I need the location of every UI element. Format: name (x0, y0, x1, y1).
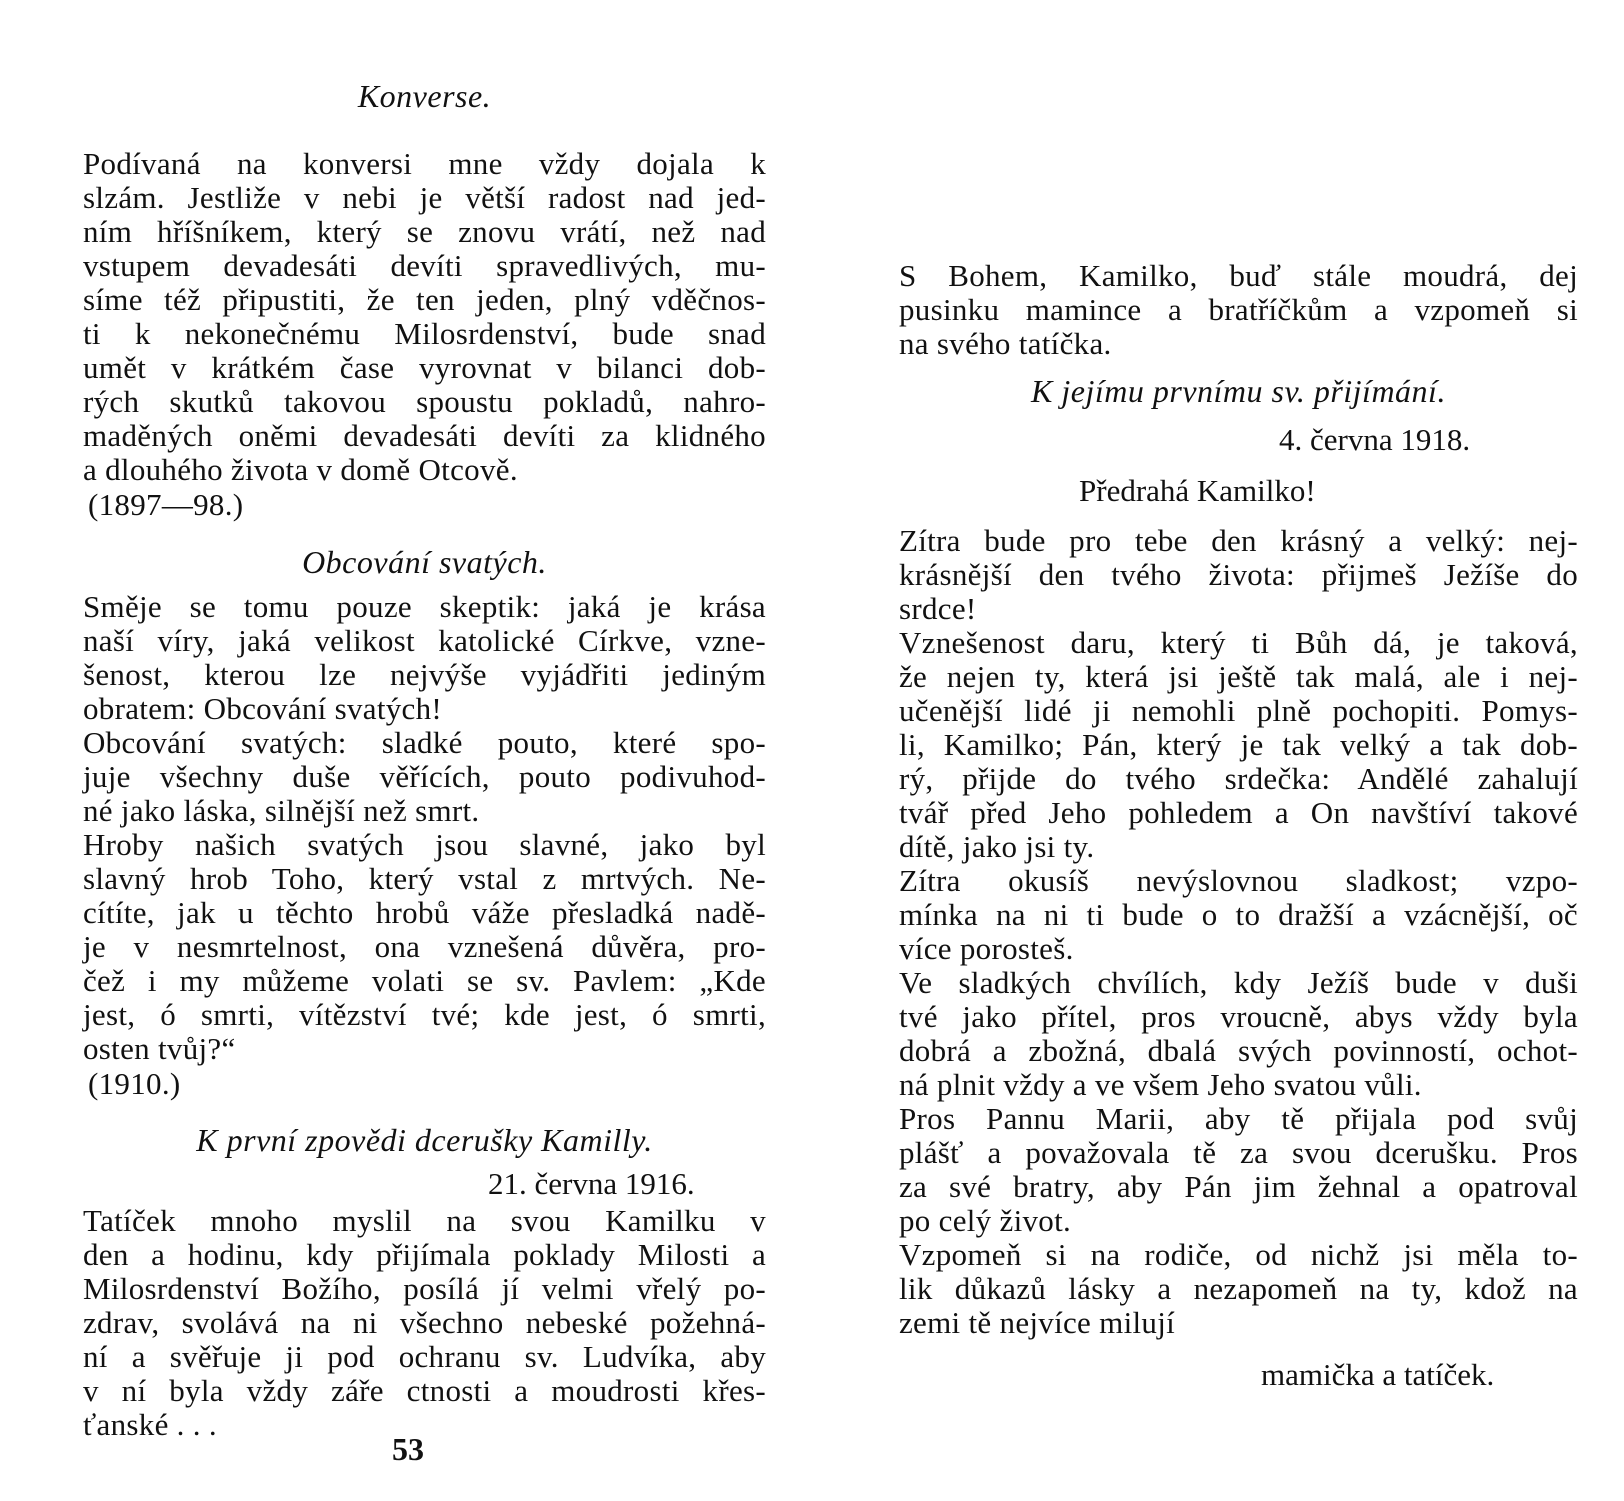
konverse-line: síme též připustiti, že ten jeden, plný vděčnos- (83, 282, 766, 317)
prijimani-line: mínka na ni ti bude o to dražší a vzácnější, oč (899, 897, 1578, 932)
obcovani-line: šenost, kterou lze nejvýše vyjádřiti jediným (83, 657, 766, 692)
prijimani-line: po celý život. (899, 1203, 1072, 1238)
obcovani-line: čež i my můžeme volati se sv. Pavlem: „Kde (83, 963, 766, 998)
section-title-zpoved: K první zpovědi dcerušky Kamilly. (196, 1122, 653, 1158)
obcovani-line: jest, ó smrti, vítězství tvé; kde jest, ó smrti, (83, 997, 766, 1032)
prijimani-line: dobrá a zbožná, dbalá svých povinností, ochot- (899, 1033, 1578, 1068)
prijimani-line: krásnější den tvého života: přijmeš Ježíše do (899, 557, 1578, 592)
konverse-line: umět v krátkém čase vyrovnat v bilanci dob- (83, 350, 766, 385)
prijimani-line: lik důkazů lásky a nezapomeň na ty, kdož na (899, 1271, 1578, 1306)
obcovani-line: je v nesmrtelnost, ona vznešená důvěra, pro- (83, 929, 766, 964)
obcovani-line: naší víry, jaká velikost katolické Církve, vzne- (83, 623, 766, 658)
obcovani-line: Obcování svatých: sladké pouto, které spo- (83, 725, 766, 760)
obcovani-line: cítíte, jak u těchto hrobů váže přesladká nadě- (83, 895, 766, 930)
obcovani-line: Hroby našich svatých jsou slavné, jako byl (83, 827, 766, 862)
obcovani-line: osten tvůj?“ (83, 1031, 236, 1066)
zpoved-line: Milosrdenství Božího, posílá jí velmi vřelý po- (83, 1271, 766, 1306)
prijimani-line: Ve sladkých chvílích, kdy Ježíš bude v duši (899, 965, 1578, 1000)
konverse-line: slzám. Jestliže v nebi je větší radost nad jed- (83, 180, 766, 215)
prijimani-line: rý, přijde do tvého srdečka: Andělé zahalují (899, 761, 1578, 796)
prijimani-line: Pros Pannu Marii, aby tě přijala pod svůj (899, 1101, 1578, 1136)
prijimani-line: tvář před Jeho pohledem a On navštíví takové (899, 795, 1578, 830)
konverse-line: rých skutků takovou spoustu pokladů, nahro- (83, 384, 766, 419)
page-number: 53 (392, 1431, 424, 1467)
obcovani-line: Směje se tomu pouze skeptik: jaká je krása (83, 589, 766, 624)
closing-line: pusinku mamince a bratříčkům a vzpomeň si (899, 292, 1578, 327)
obcovani-line: obratem: Obcování svatých! (83, 691, 443, 726)
prijimani-line: Zítra bude pro tebe den krásný a velký: nej- (899, 523, 1578, 558)
zpoved-line: v ní byla vždy záře ctnosti a moudrosti křes- (83, 1373, 766, 1408)
signature: mamička a tatíček. (1261, 1357, 1495, 1392)
section-title-prijimani: K jejímu prvnímu sv. přijímání. (1031, 373, 1446, 409)
obcovani-year: (1910.) (88, 1066, 181, 1101)
konverse-line: vstupem devadesáti devíti spravedlivých, mu- (83, 248, 766, 283)
prijimani-line: plášť a považovala tě za svou dcerušku. Pros (899, 1135, 1578, 1170)
obcovani-line: juje všechny duše věřících, pouto podivuhod- (83, 759, 766, 794)
prijimani-line: Zítra okusíš nevýslovnou sladkost; vzpo- (899, 863, 1578, 898)
konverse-line: maděných oněmi devadesáti devíti za klidného (83, 418, 766, 453)
prijimani-line: více porosteš. (899, 931, 1074, 966)
zpoved-line: Tatíček mnoho myslil na svou Kamilku v (83, 1203, 766, 1238)
prijimani-line: za své bratry, aby Pán jim žehnal a opatroval (899, 1169, 1578, 1204)
prijimani-salutation: Předrahá Kamilko! (1079, 473, 1316, 508)
obcovani-line: slavný hrob Toho, který vstal z mrtvých. Ne- (83, 861, 766, 896)
prijimani-line: dítě, jako jsi ty. (899, 829, 1095, 864)
konverse-year: (1897—98.) (88, 487, 244, 522)
prijimani-line: srdce! (899, 591, 977, 626)
obcovani-line: né jako láska, silnější než smrt. (83, 793, 480, 828)
prijimani-line: zemi tě nejvíce milují (899, 1305, 1176, 1340)
zpoved-line: den a hodinu, kdy přijímala poklady Milosti a (83, 1237, 766, 1272)
section-title-obcovani: Obcování svatých. (302, 544, 547, 580)
konverse-line: ti k nekonečnému Milosrdenství, bude snad (83, 316, 766, 351)
zpoved-line: ťanské . . . (83, 1407, 217, 1442)
zpoved-line: zdrav, svolává na ni všechno nebeské požehná- (83, 1305, 766, 1340)
prijimani-line: Vzpomeň si na rodiče, od nichž jsi měla to- (899, 1237, 1578, 1272)
prijimani-line: učenější lidé ji nemohli plně pochopiti. Pomys- (899, 693, 1578, 728)
prijimani-date: 4. června 1918. (1279, 422, 1471, 457)
prijimani-line: že nejen ty, která jsi ještě tak malá, ale i nej- (899, 659, 1578, 694)
konverse-line: ním hříšníkem, který se znovu vrátí, než nad (83, 214, 766, 249)
closing-line: na svého tatíčka. (899, 326, 1112, 361)
prijimani-line: Vznešenost daru, který ti Bůh dá, je taková, (899, 625, 1578, 660)
closing-line: S Bohem, Kamilko, buď stále moudrá, dej (899, 258, 1578, 293)
section-title-konverse: Konverse. (357, 78, 492, 114)
zpoved-line: ní a svěřuje ji pod ochranu sv. Ludvíka, aby (83, 1339, 766, 1374)
prijimani-line: tvé jako přítel, pros vroucně, abys vždy byla (899, 999, 1578, 1034)
konverse-line: a dlouhého života v domě Otcově. (83, 452, 518, 487)
prijimani-line: ná plnit vždy a ve všem Jeho svatou vůli. (899, 1067, 1422, 1102)
zpoved-date: 21. června 1916. (488, 1166, 695, 1201)
konverse-line: Podívaná na konversi mne vždy dojala k (83, 146, 766, 181)
prijimani-line: li, Kamilko; Pán, který je tak velký a tak dob- (899, 727, 1578, 762)
